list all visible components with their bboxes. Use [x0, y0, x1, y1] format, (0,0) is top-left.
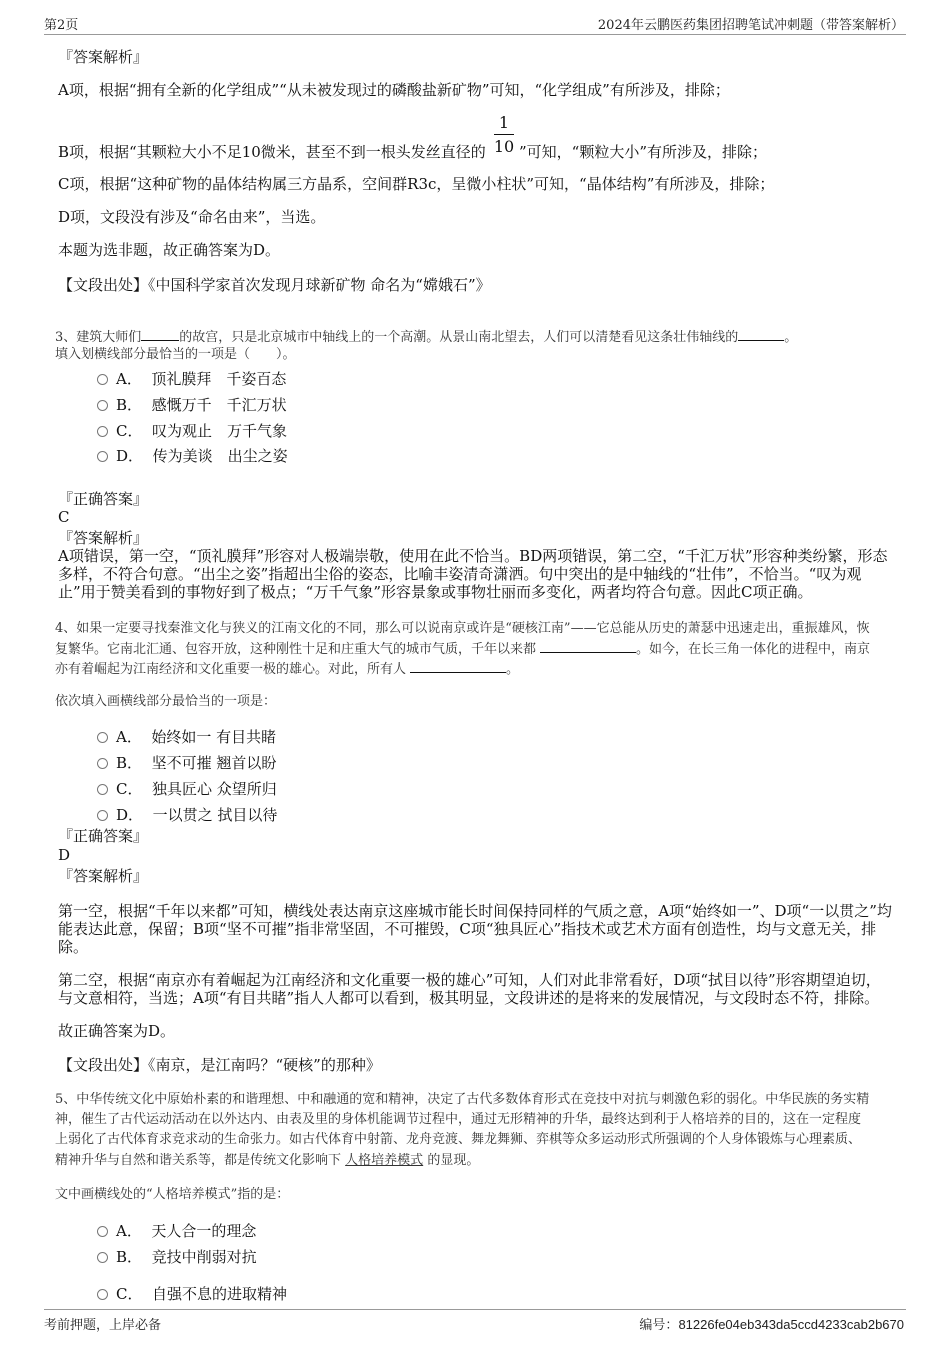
- fraction-bar: [494, 134, 514, 135]
- radio-icon[interactable]: [97, 426, 108, 437]
- q5-stem-line3: 上弱化了古代体育求竞求动的生命张力。如古代体育中射箭、龙舟竞渡、舞龙舞狮、弈棋等众多运动形式所强调的个人身体锻炼与心理素质、: [55, 1132, 862, 1147]
- option-text: 顶礼膜拜 千姿百态: [151, 370, 287, 388]
- q4-blank-1: [540, 640, 636, 653]
- option-text: 独具匠心 众望所归: [152, 780, 277, 798]
- radio-icon[interactable]: [97, 810, 108, 821]
- radio-icon[interactable]: [97, 784, 108, 795]
- header-rule: [44, 34, 906, 35]
- option-letter: B．: [116, 396, 143, 414]
- q5-option-b[interactable]: [97, 1248, 257, 1266]
- q5-underlined-phrase: 人格培养模式: [345, 1153, 424, 1168]
- q4-stem-line1: 4、如果一定要寻找秦淮文化与狭义的江南文化的不同，那么可以说南京或许是“硬核江南”——它总能从历史的萧瑟中迅速走出，重振雄风，恢: [55, 621, 870, 636]
- q3-stem-part3: 。: [784, 330, 798, 345]
- q4-analysis-p1-line3: 除。: [58, 938, 89, 956]
- q3-option-c[interactable]: [97, 422, 287, 440]
- option-letter: A．: [116, 728, 142, 746]
- radio-icon[interactable]: [97, 374, 108, 385]
- fraction-numerator: 1: [498, 113, 510, 132]
- radio-icon[interactable]: [97, 1289, 108, 1300]
- q3-option-b[interactable]: [97, 396, 287, 414]
- q5-option-c[interactable]: [97, 1285, 287, 1303]
- option-letter: C．: [116, 1285, 143, 1303]
- q2-source: 【文段出处】《中国科学家首次发现月球新矿物 命名为“嫦娥石”》: [58, 276, 491, 294]
- q3-stem-part1: 3、建筑大师们: [55, 330, 142, 345]
- q3-option-d[interactable]: [97, 447, 288, 465]
- fraction-denominator: 10: [493, 137, 515, 156]
- q4-blank-2: [410, 660, 506, 673]
- q2-analysis-d: D项，文段没有涉及“命名由来”，当选。: [58, 208, 326, 226]
- option-text: 自强不息的进取精神: [152, 1285, 288, 1303]
- page-number: 第2页: [44, 18, 79, 33]
- option-letter: B．: [116, 1248, 143, 1266]
- q4-answer: D: [58, 846, 71, 864]
- q4-source: 【文段出处】《南京，是江南吗？“硬核”的那种》: [58, 1056, 381, 1074]
- q4-stem-line3: [55, 660, 519, 678]
- q3-answer-label: 『正确答案』: [58, 490, 149, 508]
- option-letter: D．: [116, 447, 144, 465]
- footer-code: [639, 1314, 904, 1333]
- q2-fraction: [492, 113, 516, 156]
- q5-stem-line2: 神，催生了古代运动活动在以外达内、由表及里的身体机能调节过程中，通过无形精神的升华，最终达到利于人格培养的目的，这在一定程度: [55, 1112, 862, 1127]
- option-letter: C．: [116, 422, 143, 440]
- q4-stem-line2: [55, 640, 870, 658]
- q3-option-a[interactable]: [97, 370, 286, 388]
- q2-conclusion: 本题为选非题，故正确答案为D。: [58, 241, 281, 259]
- q5-option-a[interactable]: [97, 1222, 256, 1240]
- q2-analysis-b-pre: B项，根据“其颗粒大小不足10微米，甚至不到一根头发丝直径的: [58, 143, 486, 161]
- q4-option-b[interactable]: [97, 754, 276, 772]
- q4-analysis-label: 『答案解析』: [58, 867, 149, 885]
- q5-stem-part: 精神升华与自然和谐关系等，都是传统文化影响下: [55, 1153, 342, 1168]
- q4-analysis-p2-line2: 与文意相符，当选；A项“有目共睹”指人人都可以看到，极其明显，文段讲述的是将来的发展情况，与文段时态不符，排除。: [58, 989, 880, 1007]
- q3-analysis-line1: A项错误，第一空，“顶礼膜拜”形容对人极端崇敬，使用在此不恰当。BD两项错误，第二空，“千汇万状”形容种类纷繁，形态: [58, 547, 888, 565]
- footer-code-label: 编号：: [639, 1318, 679, 1333]
- q3-analysis-line2: 多样，不符合句意。“出尘之姿”指超出尘俗的姿态，比喻丰姿清奇潇洒。句中突出的是中轴线的“壮伟”，不恰当。“叹为观: [58, 565, 862, 583]
- q3-stem-part2: 的故宫，只是北京城市中轴线上的一个高潮。从景山南北望去，人们可以清楚看见这条壮伟轴线的: [179, 330, 739, 345]
- q4-analysis-p2-line1: 第二空，根据“南京亦有着崛起为江南经济和文化重要一极的雄心”可知，人们对此非常看好，D项“拭目以待”形容期望迫切，: [58, 971, 881, 989]
- option-text: 传为美谈 出尘之姿: [152, 447, 288, 465]
- q4-conclusion: 故正确答案为D。: [58, 1022, 176, 1040]
- radio-icon[interactable]: [97, 1252, 108, 1263]
- q3-analysis-label: 『答案解析』: [58, 529, 149, 547]
- q4-option-d[interactable]: [97, 806, 277, 824]
- option-letter: C．: [116, 780, 143, 798]
- q3-analysis-line3: 止”用于赞美看到的事物好到了极点；“万千气象”形容景象或事物壮丽而多变化，两者均符合句意。因此C项正确。: [58, 583, 813, 601]
- q3-stem: [55, 328, 797, 346]
- q3-blank-1: [141, 328, 179, 341]
- radio-icon[interactable]: [97, 400, 108, 411]
- q4-analysis-p1-line1: 第一空，根据“千年以来都”可知，横线处表达南京这座城市能长时间保持同样的气质之意，A项“始终如一”、D项“一以贯之”均: [58, 902, 892, 920]
- q5-prompt: 文中画横线处的“人格培养模式”指的是：: [55, 1187, 290, 1202]
- document-title: 2024年云鹏医药集团招聘笔试冲刺题（带答案解析）: [597, 18, 904, 33]
- option-letter: B．: [116, 754, 143, 772]
- q4-stem-part: 复繁华。它南北汇通、包容开放，这种刚性十足和庄重大气的城市气质，千年以来都: [55, 642, 537, 657]
- q4-stem-part: 。: [506, 662, 520, 677]
- q2-analysis-c: C项，根据“这种矿物的晶体结构属三方晶系，空间群R3c，呈微小柱状”可知，“晶体结构”有所涉及，排除；: [58, 175, 775, 193]
- option-text: 坚不可摧 翘首以盼: [151, 754, 277, 772]
- q4-analysis-p1-line2: 能表达此意，保留；B项“坚不可摧”指非常坚固，不可摧毁，C项“独具匠心”指技术或艺术方面有创造性，均与文意无关，排: [58, 920, 877, 938]
- q4-answer-label: 『正确答案』: [58, 827, 149, 845]
- q3-prompt: 填入划横线部分最恰当的一项是（ ）。: [55, 347, 296, 362]
- radio-icon[interactable]: [97, 451, 108, 462]
- q4-stem-part: 。如今，在长三角一体化的进程中，南京: [636, 642, 871, 657]
- q5-stem-line1: 5、中华传统文化中原始朴素的和谐理想、中和融通的宽和精神，决定了古代多数体育形式在竞技中对抗与刺激色彩的弱化。中华民族的务实精: [55, 1092, 870, 1107]
- option-text: 叹为观止 万千气象: [152, 422, 288, 440]
- radio-icon[interactable]: [97, 758, 108, 769]
- footer-code-value: 81226fe04eb343da5ccd4233cab2b670: [678, 1317, 904, 1332]
- radio-icon[interactable]: [97, 732, 108, 743]
- q4-prompt: 依次填入画横线部分最恰当的一项是：: [55, 694, 277, 709]
- option-letter: D．: [116, 806, 144, 824]
- q2-analysis-a: A项，根据“拥有全新的化学组成”“从未被发现过的磷酸盐新矿物”可知，“化学组成”有所涉及，排除；: [58, 81, 730, 99]
- radio-icon[interactable]: [97, 1226, 108, 1237]
- option-text: 天人合一的理念: [151, 1222, 257, 1240]
- q4-stem-part: 亦有着崛起为江南经济和文化重要一极的雄心。对此，所有人: [55, 662, 407, 677]
- q5-stem-line4: [55, 1152, 479, 1169]
- q2-analysis-label: 『答案解析』: [58, 48, 149, 66]
- option-text: 感慨万千 千汇万状: [151, 396, 287, 414]
- q4-option-c[interactable]: [97, 780, 277, 798]
- footer-rule: [44, 1309, 906, 1310]
- option-text: 一以贯之 拭目以待: [152, 806, 278, 824]
- q5-stem-part: 的显现。: [427, 1153, 480, 1168]
- q3-blank-2: [738, 328, 784, 341]
- option-letter: A．: [116, 1222, 142, 1240]
- q2-analysis-b-post: ”可知，“颗粒大小”有所涉及，排除；: [519, 143, 768, 161]
- q4-option-a[interactable]: [97, 728, 276, 746]
- option-text: 竞技中削弱对抗: [151, 1248, 257, 1266]
- option-text: 始终如一 有目共睹: [151, 728, 277, 746]
- footer-slogan: 考前押题，上岸必备: [44, 1318, 162, 1333]
- option-letter: A．: [116, 370, 142, 388]
- q3-answer: C: [58, 508, 70, 526]
